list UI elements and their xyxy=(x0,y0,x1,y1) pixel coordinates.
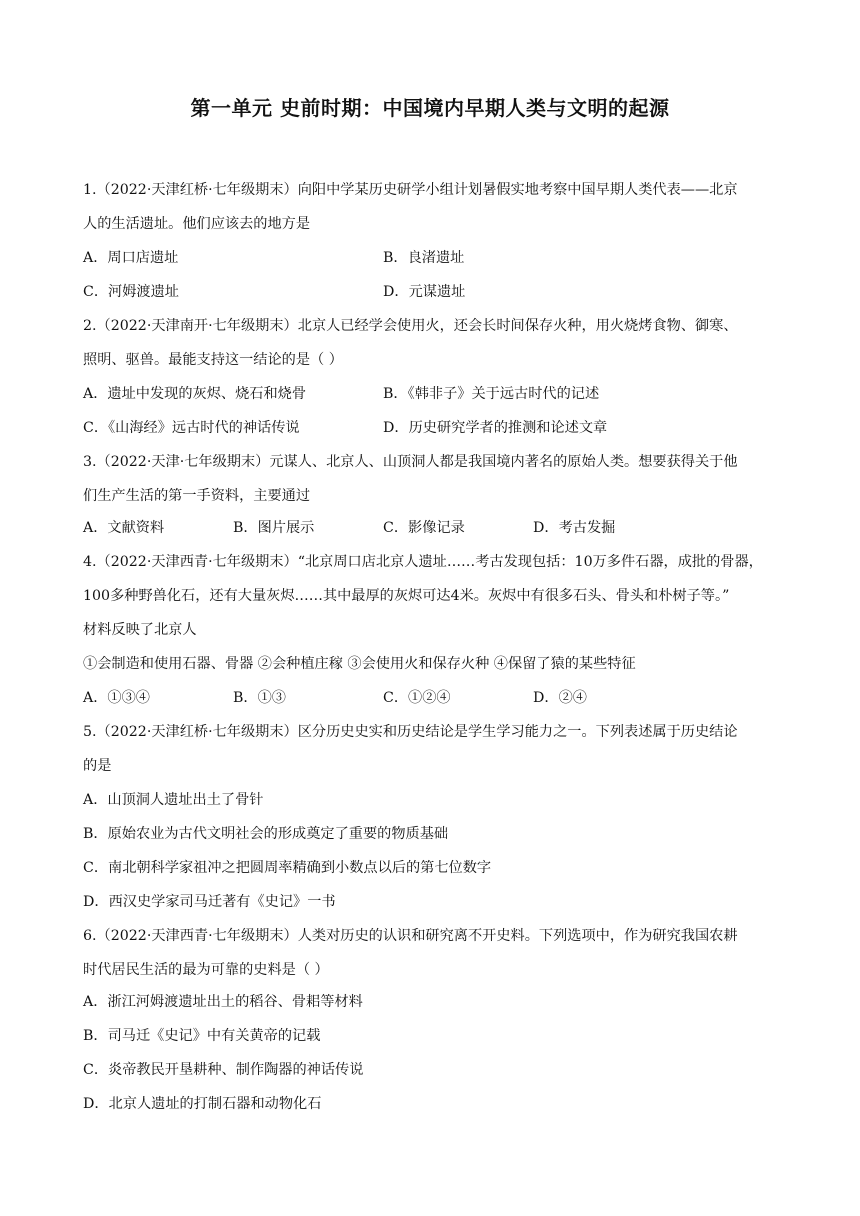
q5-stem-line1: 5.（2022·天津红桥·七年级期末）区分历史史实和历史结论是学生学习能力之一。下列表述属于历史结论 xyxy=(83,724,738,740)
q1-option-a: A．周口店遗址 xyxy=(83,250,179,266)
q3-option-c: C．影像记录 xyxy=(383,520,465,536)
q6-stem-line1: 6.（2022·天津西青·七年级期末）人类对历史的认识和研究离不开史料。下列选项中，作为研究我国农耕 xyxy=(83,928,738,944)
q6-stem-line2: 时代居民生活的最为可靠的史料是（ ） xyxy=(83,962,329,978)
q5-option-d: D．西汉史学家司马迁著有《史记》一书 xyxy=(83,894,336,910)
q2-stem-line2: 照明、驱兽。最能支持这一结论的是（ ） xyxy=(83,352,343,368)
q5-option-c: C．南北朝科学家祖冲之把圆周率精确到小数点以后的第七位数字 xyxy=(83,860,492,876)
q1-option-c: C．河姆渡遗址 xyxy=(83,284,179,300)
q4-option-d: D．②④ xyxy=(533,690,587,706)
q6-option-a: A．浙江河姆渡遗址出土的稻谷、骨耜等材料 xyxy=(83,994,363,1010)
q1-option-b: B．良渚遗址 xyxy=(383,250,465,266)
q1-stem-line1: 1.（2022·天津红桥·七年级期末）向阳中学某历史研学小组计划暑假实地考察中国早期人类代表——北京 xyxy=(83,182,738,198)
q4-option-c: C．①②④ xyxy=(383,690,451,706)
q5-option-b: B．原始农业为古代文明社会的形成奠定了重要的物质基础 xyxy=(83,826,449,842)
q3-option-a: A．文献资料 xyxy=(83,520,165,536)
q4-stem-line2: 100多种野兽化石，还有大量灰烬……其中最厚的灰烬可达4米。灰烬中有很多石头、骨头和朴树子等。” xyxy=(83,588,730,604)
q4-stem-line1: 4.（2022·天津西青·七年级期末）“北京周口店北京人遗址……考古发现包括：10万多件石器，成批的骨器， xyxy=(83,554,763,570)
q4-option-a: A．①③④ xyxy=(83,690,150,706)
q6-option-b: B．司马迁《史记》中有关黄帝的记载 xyxy=(83,1028,321,1044)
q2-option-c: C．《山海经》远古时代的神话传说 xyxy=(83,420,300,436)
q3-option-b: B．图片展示 xyxy=(233,520,315,536)
q2-stem-line1: 2.（2022·天津南开·七年级期末）北京人已经学会使用火，还会长时间保存火种，用火烧烤食物、御寒、 xyxy=(83,318,738,334)
q2-option-b: B．《韩非子》关于远古时代的记述 xyxy=(383,386,600,402)
q4-option-b: B．①③ xyxy=(233,690,286,706)
q1-stem-line2: 人的生活遗址。他们应该去的地方是 xyxy=(83,216,311,232)
q1-option-d: D．元谋遗址 xyxy=(383,284,466,300)
q3-stem-line1: 3.（2022·天津·七年级期末）元谋人、北京人、山顶洞人都是我国境内著名的原始人类。想要获得关于他 xyxy=(83,454,738,470)
q6-option-c: C．炎帝教民开垦耕种、制作陶器的神话传说 xyxy=(83,1062,364,1078)
q2-option-a: A．遗址中发现的灰烬、烧石和烧骨 xyxy=(83,386,307,402)
q4-stem-line3: 材料反映了北京人 xyxy=(83,622,197,638)
q4-statements: ①会制造和使用石器、骨器 ②会种植庄稼 ③会使用火和保存火种 ④保留了猿的某些特征 xyxy=(83,656,636,672)
q5-option-a: A．山顶洞人遗址出土了骨针 xyxy=(83,792,264,808)
q3-option-d: D．考古发掘 xyxy=(533,520,616,536)
q6-option-d: D．北京人遗址的打制石器和动物化石 xyxy=(83,1096,322,1112)
q5-stem-line2: 的是 xyxy=(83,758,112,774)
q3-stem-line2: 们生产生活的第一手资料，主要通过 xyxy=(83,488,311,504)
page-title: 第一单元 史前时期：中国境内早期人类与文明的起源 xyxy=(190,96,670,120)
q2-option-d: D．历史研究学者的推测和论述文章 xyxy=(383,420,608,436)
